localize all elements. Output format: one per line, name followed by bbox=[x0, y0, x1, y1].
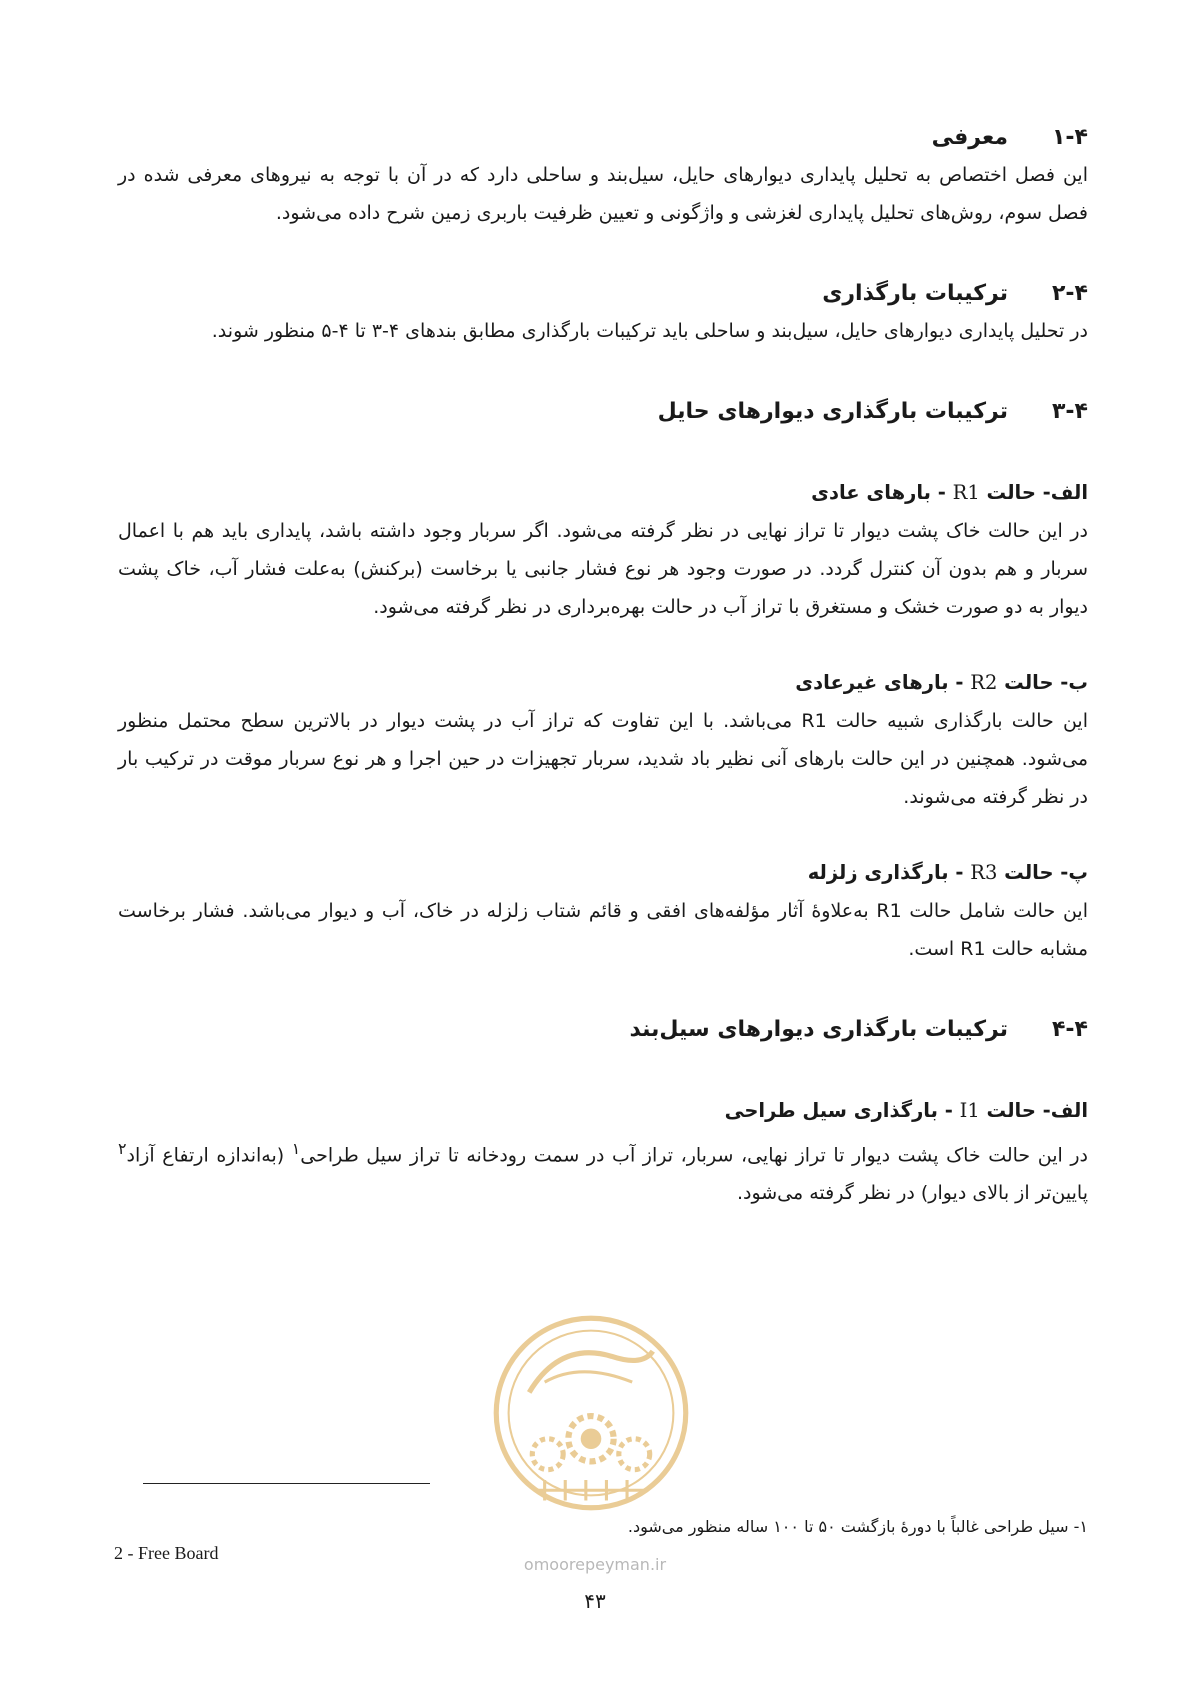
section-title: ترکیبات بارگذاری bbox=[822, 281, 1008, 306]
section-number: ۴-۴ bbox=[1052, 1017, 1088, 1042]
page-content bbox=[118, 120, 1088, 1212]
watermark-url: omoorepeyman.ir bbox=[523, 1555, 667, 1574]
section-1-paragraph: این فصل اختصاص به تحلیل پایداری دیوارهای حایل، سیل‌بند و ساحلی دارد که در آن با توجه به نیروهای معرفی شده در فصل سوم، روش‌های تحلیل پایداری لغزشی و واژگونی و تعیین ظرفیت باربری زمین شرح داده می‌شود. bbox=[118, 164, 1088, 224]
section-heading-2 bbox=[118, 276, 1088, 312]
case-heading-r3 bbox=[118, 854, 1088, 892]
case-title: - بارگذاری سیل طراحی bbox=[724, 1099, 953, 1122]
case-heading-r1 bbox=[118, 474, 1088, 512]
section-heading-3 bbox=[118, 394, 1088, 430]
case-code: R1 bbox=[952, 481, 980, 504]
case-r1-paragraph: در این حالت خاک پشت دیوار تا تراز نهایی در نظر گرفته می‌شود. اگر سربار وجود داشته باشد، پایداری باید هم با اعمال سربار و هم بدون آن کنترل گردد. در صورت وجود هر نوع فشار جانبی یا برخاست (برکنش) به‌علت فشار آب، خاک پشت دیوار به دو صورت خشک و مستغرق با تراز آب در حالت بهره‌برداری در نظر گرفته می‌شود. bbox=[118, 520, 1088, 618]
case-prefix: ب- حالت bbox=[1004, 671, 1088, 694]
case-heading-i1 bbox=[118, 1092, 1088, 1130]
case-i1-text-a: در این حالت خاک پشت دیوار تا تراز نهایی، سربار، تراز آب در سمت رودخانه تا تراز سیل طراحی bbox=[300, 1144, 1088, 1167]
section-number: ۱-۴ bbox=[1052, 125, 1088, 150]
case-code: R2 bbox=[970, 671, 998, 694]
section-2-paragraph: در تحلیل پایداری دیوارهای حایل، سیل‌بند و ساحلی باید ترکیبات بارگذاری مطابق بندهای ۴-۳ تا ۴-۵ منظور شوند. bbox=[211, 320, 1088, 342]
footnote-ref-2[interactable]: ۲ bbox=[118, 1139, 127, 1158]
case-heading-r2 bbox=[118, 664, 1088, 702]
footnote-2: 2 - Free Board bbox=[114, 1543, 219, 1563]
case-title: - بارهای عادی bbox=[811, 481, 946, 504]
page-number: ۴۳ bbox=[584, 1589, 606, 1613]
case-prefix: پ- حالت bbox=[1004, 861, 1088, 884]
section-number: ۳-۴ bbox=[1052, 399, 1088, 424]
case-i1-text-c: پایین‌تر از بالای دیوار) در نظر گرفته می‌شود. bbox=[736, 1182, 1088, 1205]
case-i1-text-b: (به‌اندازه ارتفاع آزاد bbox=[126, 1144, 292, 1167]
case-prefix: الف- حالت bbox=[986, 1099, 1088, 1122]
footnote-ref-1[interactable]: ۱ bbox=[291, 1139, 301, 1158]
section-title: ترکیبات بارگذاری دیوارهای سیل‌بند bbox=[629, 1017, 1008, 1042]
section-heading-4 bbox=[118, 1012, 1088, 1048]
section-heading-1 bbox=[118, 120, 1088, 156]
case-prefix: الف- حالت bbox=[986, 481, 1088, 504]
case-title: - بارگذاری زلزله bbox=[807, 861, 964, 884]
case-title: - بارهای غیرعادی bbox=[795, 671, 964, 694]
case-i1-paragraph bbox=[118, 1130, 1088, 1212]
case-code: R3 bbox=[970, 861, 998, 884]
footnote-divider bbox=[143, 1483, 430, 1484]
section-title: ترکیبات بارگذاری دیوارهای حایل bbox=[657, 399, 1008, 424]
footnote-1: ۱- سیل طراحی غالباً با دورۀ بازگشت ۵۰ تا ۱۰۰ ساله منظور می‌شود. bbox=[627, 1517, 1088, 1536]
section-number: ۲-۴ bbox=[1052, 281, 1088, 306]
section-title: معرفی bbox=[931, 125, 1008, 150]
case-code: I1 bbox=[959, 1099, 980, 1122]
watermark-logo bbox=[488, 1310, 694, 1516]
case-r2-paragraph: این حالت بارگذاری شبیه حالت R1 می‌باشد. با این تفاوت که تراز آب در پشت دیوار در بالاترین سطح محتمل منظور می‌شود. همچنین در این حالت بارهای آنی نظیر باد شدید، سربار تجهیزات در حین اجرا و هر نوع سربار موقت در ترکیب بار در نظر گرفته می‌شوند. bbox=[118, 710, 1088, 808]
case-r3-paragraph: این حالت شامل حالت R1 به‌علاوۀ آثار مؤلفه‌های افقی و قائم شتاب زلزله در خاک، آب و دیوار می‌باشد. فشار برخاست مشابه حالت R1 است. bbox=[118, 900, 1088, 960]
